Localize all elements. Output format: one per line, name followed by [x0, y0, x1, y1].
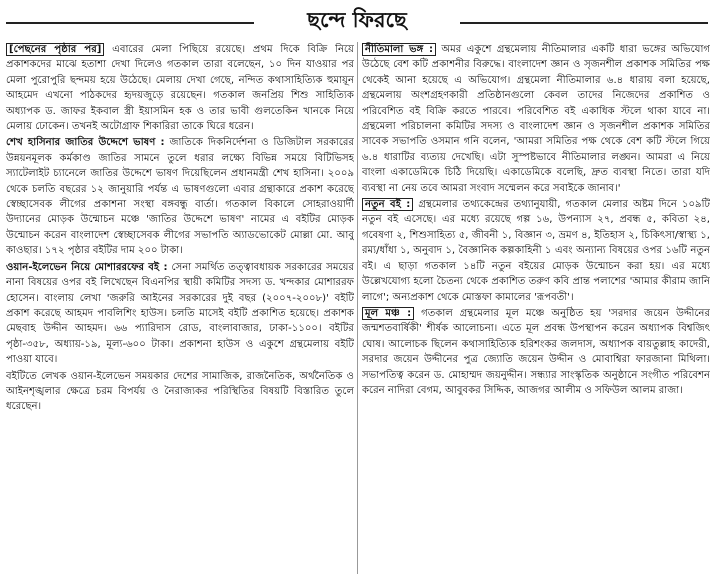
- paragraph-book-summary: [6, 369, 354, 415]
- paragraph-lead: নতুন বই :: [362, 198, 413, 211]
- left-column: [6, 42, 354, 574]
- paragraph-lead: শেখ হাসিনার জাতির উদ্দেশে ভাষণ :: [6, 137, 165, 149]
- headline-banner: [6, 2, 708, 40]
- headline-title: ছন্দে ফিরছে: [307, 7, 407, 32]
- paragraph-pm-speech: [6, 135, 354, 258]
- paragraph-lead: নীতিমালা ভঙ্গ :: [362, 43, 436, 56]
- paragraph-main-stage: [362, 306, 710, 398]
- paragraph-lead: ওয়ান-ইলেভেন নিয়ে মোশাররফের বই :: [6, 261, 168, 273]
- paragraph-text: গ্রন্থমেলার তথ্যকেন্দ্রের তথ্যানুযায়ী, গতকাল মেলার অষ্টম দিনে ১০৯টি নতুন বই এসেছে। এর মধ্যে রয়েছে গল্প ১৬, উপন্যাস ২৭, প্রবন্ধ ৫, কবিতা ২৪, গবেষণা ২, শিশুসাহিত্য ৫, জীবনী ১, বিজ্ঞান ৩, ভ্রমণ ৪, ইতিহাস ২, চিকিৎসা/স্বাস্থ্য ১, রম্য/ধাঁধা ১, অনুবাদ ১, বৈজ্ঞানিক কল্পকাহিনী ১ এবং অন্যান্য বিষয়ের ওপর ১৬টি নতুন বই। এ ছাড়া গতকাল ১৪টি নতুন বইয়ের মোড়ক উন্মোচন করা হয়। এর মধ্যে উল্লেখযোগ্য হলো চৈতন্য থেকে প্রকাশিত তরুণ কবি প্রান্ত পলাশের 'আমার কীরাম জানি লাগে'; অন্যপ্রকাশ থেকে মোস্তফা কামালের 'রূপবতী'।: [362, 199, 710, 303]
- paragraph-text: বইটিতে লেখক ওয়ান-ইলেভেন সময়কার দেশের সামাজিক, রাজনৈতিক, অর্থনৈতিক ও আইনশৃঙ্খলার ক্ষেত্রে চরম বিপর্যয় ও নৈরাজ্যকর পরিস্থিতির বিষয়টি বিস্তারিত তুলে ধরেছেন।: [6, 370, 354, 413]
- column-divider: [357, 42, 358, 574]
- paragraph-new-books: [362, 197, 710, 305]
- paragraph-lead: [পেছনের পৃষ্ঠার পর]: [6, 43, 104, 56]
- paragraph-text: অমর একুশে গ্রন্থমেলায় নীতিমালার একটি ধারা ভঙ্গের অভিযোগ উঠেছে বেশ কটি প্রকাশনীর বিরুদ্ধে। বাংলাদেশ জ্ঞান ও সৃজনশীল প্রকাশক সমিতির পক্ষ থেকেই আনা হয়েছে এ অভিযোগ। গ্রন্থমেলা নীতিমালার ৬.৪ ধারায় বলা হয়েছে, গ্রন্থমেলায় অংশগ্রহণকারী প্রতিষ্ঠানগুলো কেবল তাদের নিজেদের প্রকাশিত ও পরিবেশিত বই বিক্রি করতে পারবে। পরিবেশিত বই একাধিক স্টলে থাকা যাবে না। গ্রন্থমেলা পরিচালনা কমিটির সদস্য ও বাংলাদেশ জ্ঞান ও সৃজনশীল প্রকাশক সমিতির সাবেক সভাপতি ওসমান গনি বলেন, 'আমরা সমিতির পক্ষ থেকে বেশ কটি স্টলে গিয়ে ৬.৪ ধারাটির ব্যত্যয় দেখেছি। এটা সুস্পষ্টভাবে নীতিমালার লঙ্ঘন। আমরা এ নিয়ে বাংলা একাডেমিকে চিঠি দিয়েছি। একাডেমিকে বলেছি, দ্রুত ব্যবস্থা নিতে। তারা যদি ব্যবস্থা না নেয় তবে আমরা সংবাদ সম্মেলন করে সবাইকে জানাব।': [362, 44, 710, 194]
- paragraph-text: এবারের মেলা পিছিয়ে রয়েছে। প্রথম দিকে বিক্রি নিয়ে প্রকাশকদের মাঝে হতাশা দেখা দিলেও গতকাল তারা বলেছেন, ১০ দিন যাওয়ার পর মেলা পুরোপুরি ছন্দময় হয়ে উঠেছে। মেলায় দেখা গেছে, নন্দিত কথাসাহিত্যিক হুমায়ূন আহমেদ এখনো পাঠকদের হৃদয়জুড়ে রয়েছেন। গতকাল জনপ্রিয় শিশু সাহিত্যিক অধ্যাপক ড. জাফর ইকবাল স্ত্রী ইয়াসমিন হক ও তার ভাবী গুলতেকিন খানকে নিয়ে মেলায় ঢোকেন। তখনই অটোগ্রাফ শিকারিরা তাকে ঘিরে ধরেন।: [6, 44, 354, 133]
- paragraph-continuation: [6, 42, 354, 134]
- right-column: [362, 42, 710, 574]
- paragraph-policy-breach: [362, 42, 710, 196]
- paragraph-lead: মূল মঞ্চ :: [362, 307, 414, 320]
- article-columns: [6, 42, 708, 574]
- paragraph-text: গতকাল গ্রন্থমেলার মূল মঞ্চে অনুষ্ঠিত হয় 'সরদার জয়েন উদ্দীনের জন্মশতবার্ষিকী' শীর্ষক আলোচনা। এতে মূল প্রবন্ধ উপস্থাপন করেন অধ্যাপক বিশ্বজিৎ ঘোষ। আলোচক ছিলেন কথাসাহিত্যিক হরিশংকর জলদাস, অধ্যাপক বায়তুল্লাহ কাদেরী, সরদার জয়েন উদ্দীনের পুত্র জ্যোতি জয়েন উদ্দীন ও মোবাশ্বিরা ফারজানা মিথিলা। সভাপতিত্ব করেন ড. মোহাম্মদ জয়নুদ্দীন। সন্ধ্যার সাংস্কৃতিক অনুষ্ঠানে সংগীত পরিবেশন করেন নাদিরা বেগম, আবুবকর সিদ্দিক, আজগর আলীম ও সফিউল আলম রাজা।: [362, 307, 710, 396]
- paragraph-text: জাতিকে দিকনির্দেশনা ও ডিজিটাল সরকারের উন্নয়নমূলক কর্মকাণ্ড জাতির সামনে তুলে ধরার লক্ষ্যে বিভিন্ন সময়ে বিটিভিসহ স্যাটেলাইট চ্যানেলে জাতির উদ্দেশে ভাষণ দিয়েছিলেন প্রধানমন্ত্রী শেখ হাসিনা। ২০০৯ থেকে চলতি বছরের ১২ জানুয়ারি পর্যন্ত এ ভাষণগুলো এবার গ্রন্থাকারে প্রকাশ করেছে স্বেচ্ছাসেবক লীগের প্রকাশনা সংস্থা বঙ্গবন্ধু বার্তা। গতকাল বিকালে সোহরাওয়ার্দী উদ্যানের মোড়ক উন্মোচন মঞ্চে 'জাতির উদ্দেশে ভাষণ' নামের এ বইটির মোড়ক উন্মোচন করেন বাংলাদেশ স্বেচ্ছাসেবক লীগের সভাপতি অ্যাডভোকেট মোল্লা মো. আবু কাওছার। ১৭২ পৃষ্ঠার বইটির দাম ২০০ টাকা।: [6, 137, 354, 257]
- paragraph-text: সেনা সমর্থিত তত্ত্বাবধায়ক সরকারের সময়ের নানা বিষয়ের ওপর বই লিখেছেন বিএনপির স্থায়ী কমিটির সদস্য ড. খন্দকার মোশাররফ হোসেন। বাংলায় লেখা 'জরুরি আইনের সরকারের দুই বছর (২০০৭-২০০৮)' বইটি প্রকাশ করেছে আহমদ পাবলিশিং হাউস। চলতি মাসেই বইটি প্রকাশিত হয়েছে। প্রকাশক মেছবাহ উদ্দীন আহমদ। ৬৬ প্যারিদাস রোড, বাংলাবাজার, ঢাকা-১১০০। বইটির পৃষ্ঠা-৩৫৮, অধ্যায়-১৯, মূল্য-৬০০ টাকা। প্রকাশনা হাউস ও একুশে গ্রন্থমেলায় বইটি পাওয়া যাবে।: [6, 261, 354, 366]
- paragraph-mosharraf-book: [6, 260, 354, 368]
- headline-rule-right: [460, 22, 708, 24]
